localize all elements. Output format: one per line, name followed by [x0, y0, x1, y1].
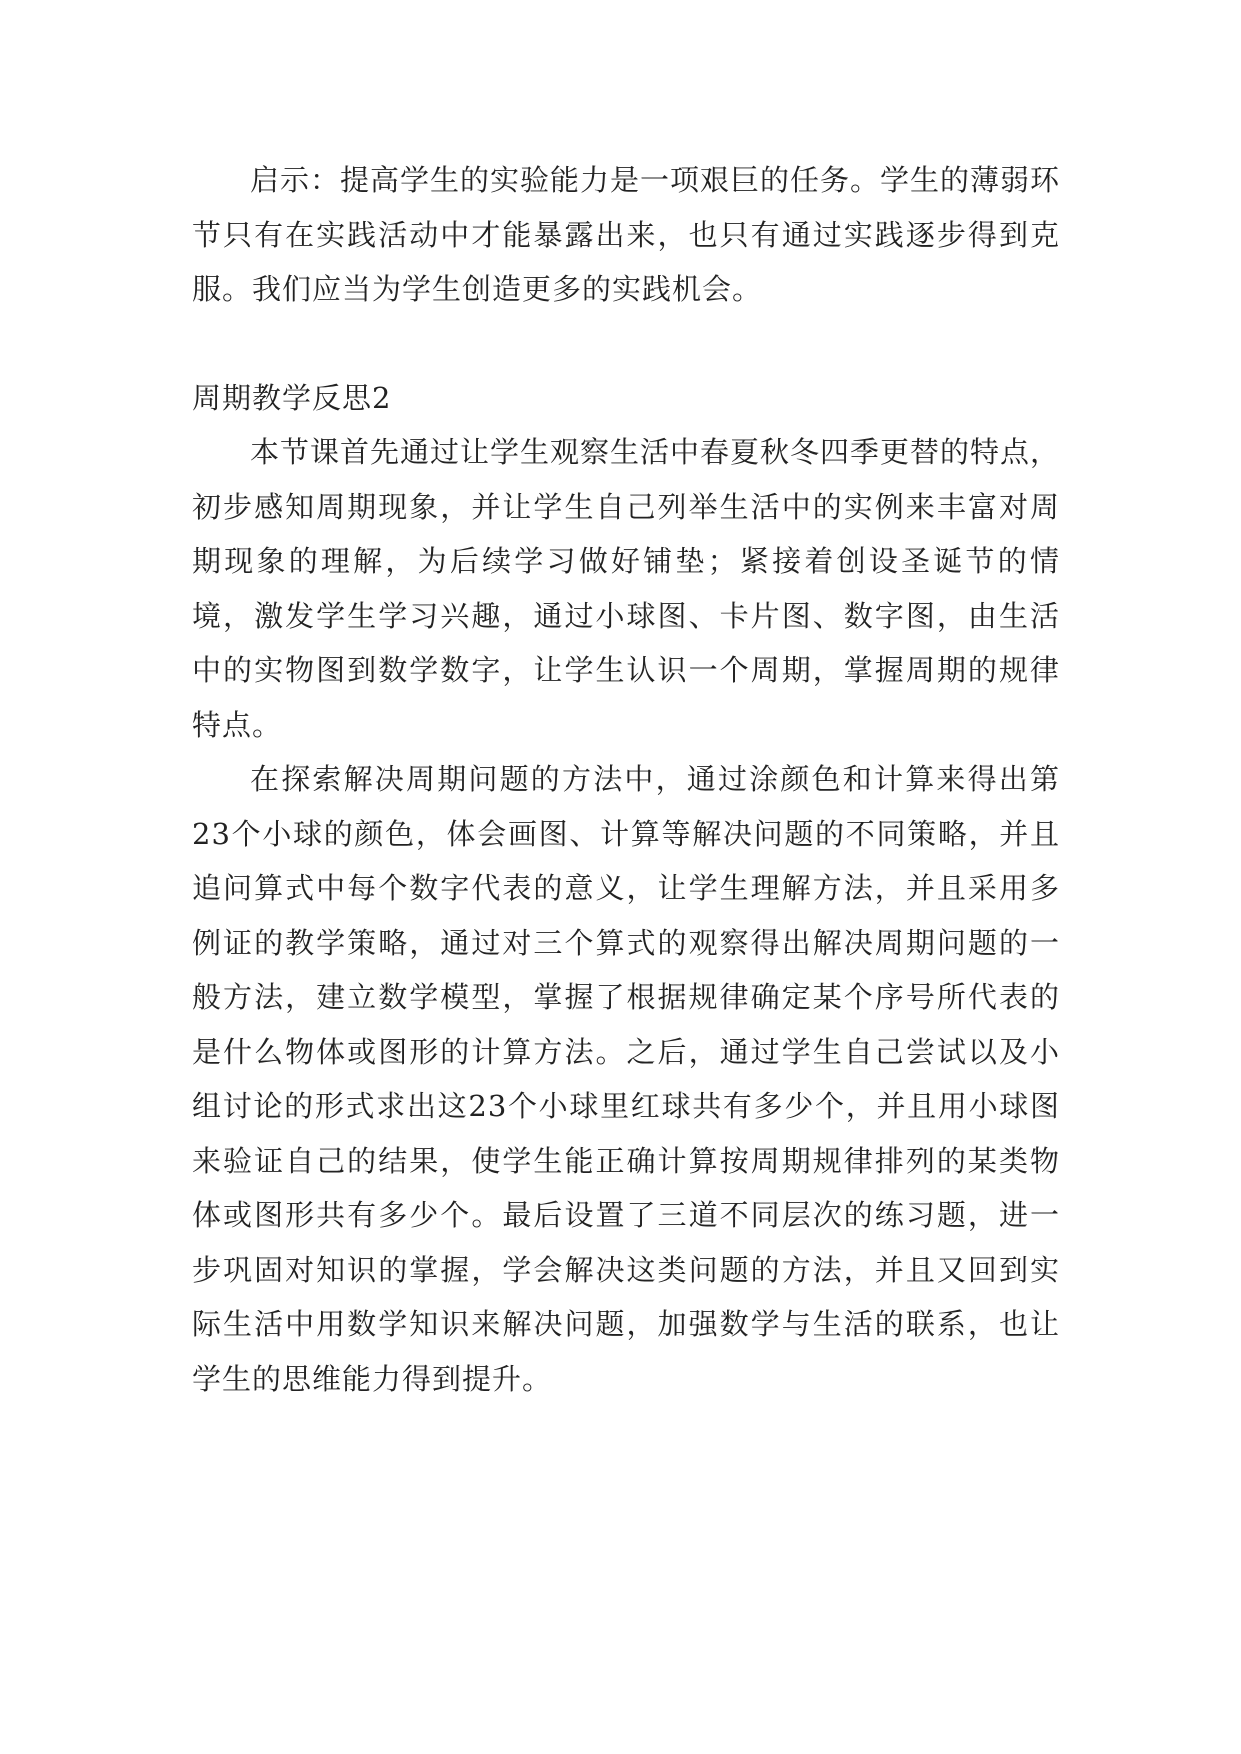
document-body [192, 153, 1060, 1406]
section-title: 周期教学反思2 [192, 380, 392, 415]
body-paragraph: 本节课首先通过让学生观察生活中春夏秋冬四季更替的特点，初步感知周期现象，并让学生自己列举生活中的实例来丰富对周期现象的理解，为后续学习做好铺垫；紧接着创设圣诞节的情境，激发学生学习兴趣，通过小球图、卡片图、数字图，由生活中的实物图到数学数字，让学生认识一个周期，掌握周期的规律特点。 [192, 435, 1061, 742]
body-paragraph: 在探索解决周期问题的方法中，通过涂颜色和计算来得出第23个小球的颜色，体会画图、计算等解决问题的不同策略，并且追问算式中每个数字代表的意义，让学生理解方法，并且采用多例证的教学策略，通过对三个算式的观察得出解决周期问题的一般方法，建立数学模型，掌握了根据规律确定某个序号所代表的是什么物体或图形的计算方法。之后，通过学生自己尝试以及小组讨论的形式求出这23个小球里红球共有多少个，并且用小球图来验证自己的结果，使学生能正确计算按周期规律排列的某类物体或图形共有多少个。最后设置了三道不同层次的练习题，进一步巩固对知识的掌握，学会解决这类问题的方法，并且又回到实际生活中用数学知识来解决问题，加强数学与生活的联系，也让学生的思维能力得到提升。 [192, 762, 1060, 1396]
intro-paragraph: 启示：提高学生的实验能力是一项艰巨的任务。学生的薄弱环节只有在实践活动中才能暴露出来，也只有通过实践逐步得到克服。我们应当为学生创造更多的实践机会。 [192, 163, 1061, 306]
